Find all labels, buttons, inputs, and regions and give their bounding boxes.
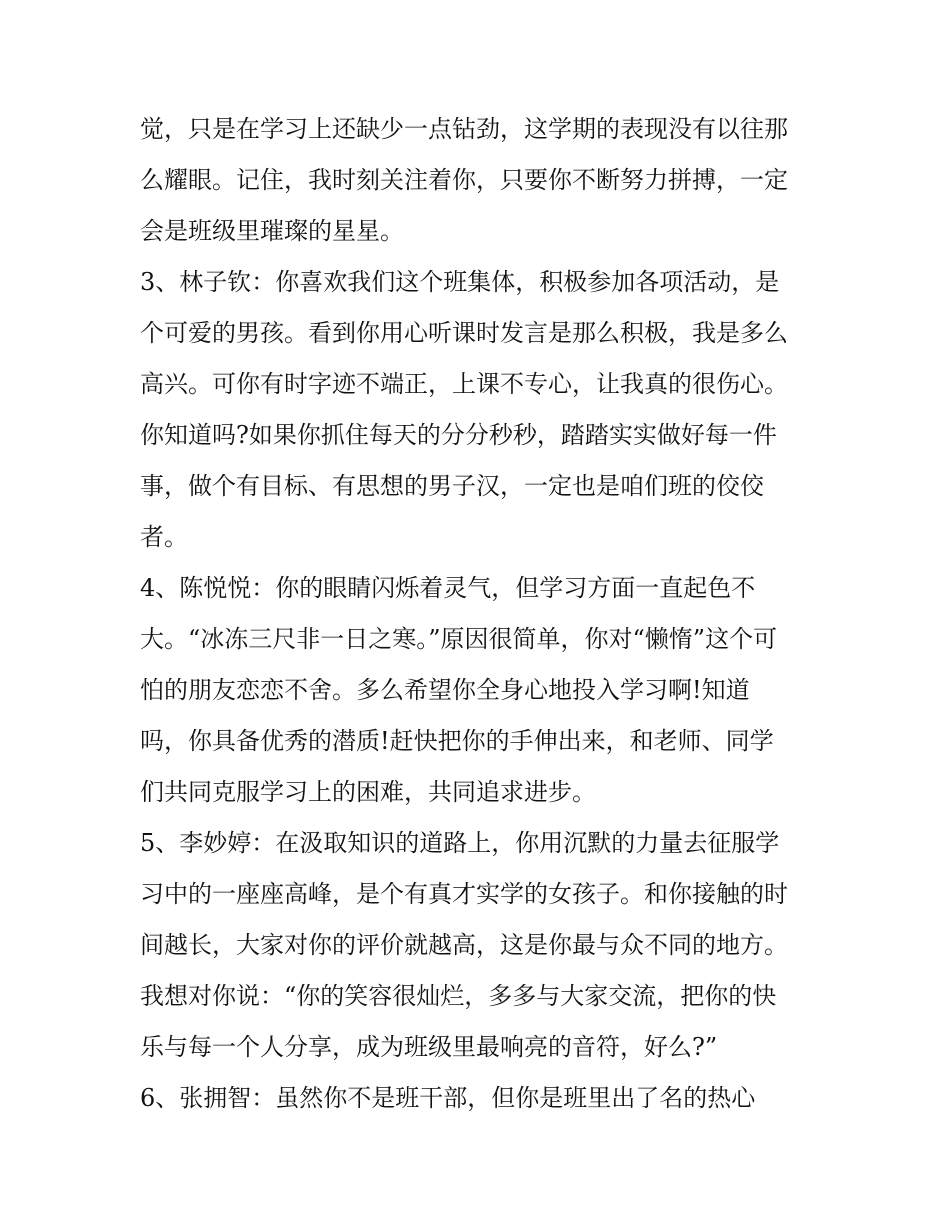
text-line: 个可爱的男孩。看到你用心听课时发言是那么积极，我是多么 — [140, 319, 788, 347]
text-line: 者。 — [140, 523, 188, 551]
document-body — [140, 104, 820, 1124]
text-line: 高兴。可你有时字迹不端正，上课不专心，让我真的很伤心。 — [140, 370, 788, 398]
text-line: 大。“冰冻三尺非一日之寒。”原因很简单，你对“懒惰”这个可 — [140, 625, 778, 653]
text-line: 乐与每一个人分享，成为班级里最响亮的音符，好么?” — [140, 1033, 718, 1061]
text-line: 觉，只是在学习上还缺少一点钻劲，这学期的表现没有以往那 — [140, 115, 788, 143]
text-line: 们共同克服学习上的困难，共同追求进步。 — [140, 778, 596, 806]
text-line: 事，做个有目标、有思想的男子汉，一定也是咱们班的佼佼 — [140, 472, 764, 500]
text-line: 怕的朋友恋恋不舍。多么希望你全身心地投入学习啊!知道 — [140, 676, 750, 704]
text-line: 间越长，大家对你的评价就越高，这是你最与众不同的地方。 — [140, 931, 788, 959]
text-line: 你知道吗?如果你抓住每天的分分秒秒，踏踏实实做好每一件 — [140, 421, 777, 449]
text-line: 么耀眼。记住，我时刻关注着你，只要你不断努力拼搏，一定 — [140, 166, 788, 194]
text-line: 6、张拥智：虽然你不是班干部，但你是班里出了名的热心 — [140, 1084, 756, 1112]
text-line: 3、林子钦：你喜欢我们这个班集体，积极参加各项活动，是 — [140, 268, 780, 296]
text-line: 会是班级里璀璨的星星。 — [140, 217, 404, 245]
text-line: 吗，你具备优秀的潜质!赶快把你的手伸出来，和老师、同学 — [140, 727, 774, 755]
text-line: 我想对你说：“你的笑容很灿烂，多多与大家交流，把你的快 — [140, 982, 777, 1010]
text-line: 习中的一座座高峰，是个有真才实学的女孩子。和你接触的时 — [140, 880, 788, 908]
text-line: 4、陈悦悦：你的眼睛闪烁着灵气，但学习方面一直起色不 — [140, 574, 756, 602]
text-line: 5、李妙婷：在汲取知识的道路上，你用沉默的力量去征服学 — [140, 829, 780, 857]
